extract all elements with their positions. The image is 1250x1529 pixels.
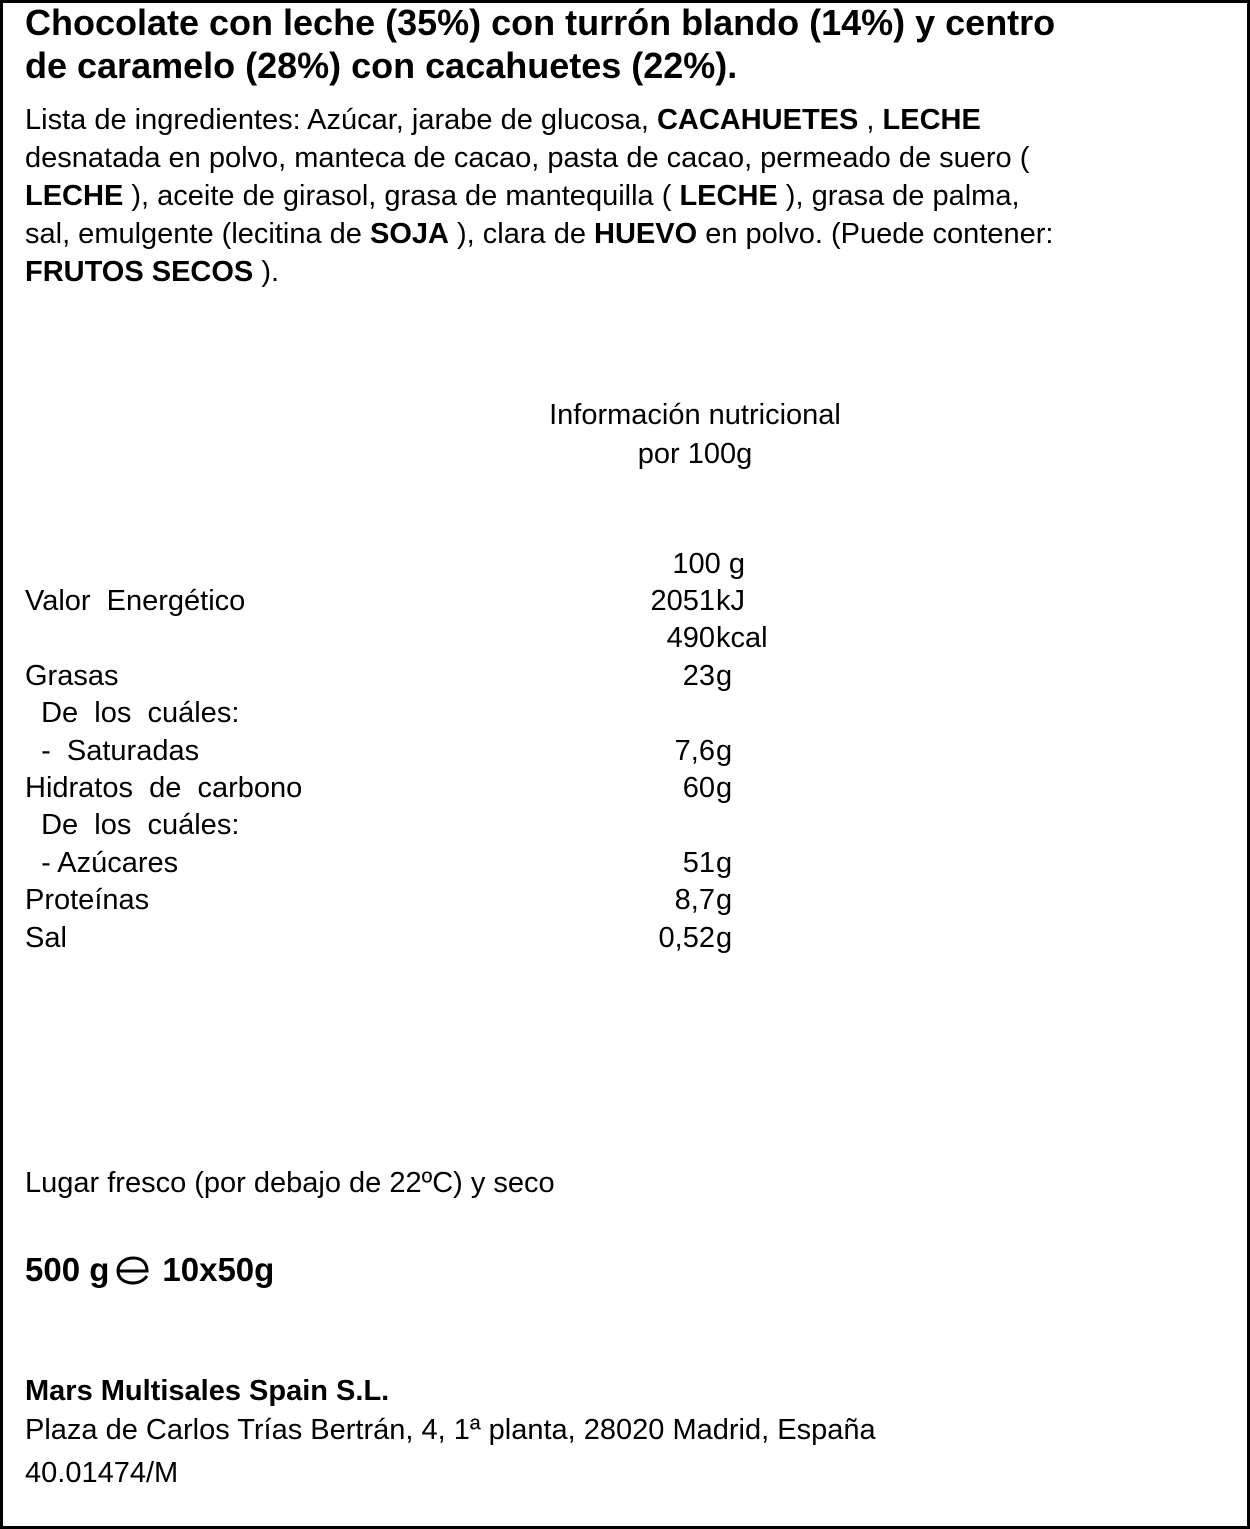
nutrition-row-unit: g <box>716 922 733 954</box>
nutrition-row-label: Grasas <box>25 660 119 692</box>
nutrition-row-label: De los cuáles: <box>25 697 240 729</box>
nutrition-row-value: 2051 <box>650 585 715 617</box>
nutrition-row-value: 60 <box>682 772 715 804</box>
nutrition-subheading: por 100g <box>637 438 753 470</box>
ingredients-text: en polvo. (Puede contener: <box>697 218 1054 250</box>
nutrition-row-value: 0,52 <box>658 922 715 954</box>
allergen-milk: LECHE <box>679 180 778 212</box>
ingredients-text: desnatada en polvo, manteca de cacao, pasta de cacao, permeado de suero ( <box>25 142 1030 174</box>
nutrition-row-unit: kcal <box>716 622 768 654</box>
nutrition-row-label: Hidratos de carbono <box>25 772 303 804</box>
allergen-milk: LECHE <box>882 104 981 136</box>
nutrition-row-label: - Saturadas <box>25 735 200 767</box>
ingredients-text: ), grasa de palma, <box>777 180 1020 212</box>
allergen-egg: HUEVO <box>594 218 698 250</box>
nutrition-column-header: 100 g <box>672 548 745 580</box>
ingredients-text: ), aceite de girasol, grasa de mantequilla ( <box>123 180 680 212</box>
ingredients-line-5 <box>25 253 1240 291</box>
nutrition-row-unit: g <box>716 884 733 916</box>
nutrition-row-unit: g <box>716 847 733 879</box>
allergen-peanuts: CACAHUETES <box>656 104 859 136</box>
unit-count: 10x50g <box>162 1251 275 1288</box>
allergen-soy: SOJA <box>369 218 449 250</box>
net-quantity <box>25 1250 274 1290</box>
ingredients-line-1 <box>25 101 1240 139</box>
nutrition-row-unit: g <box>716 735 733 767</box>
allergen-nuts: FRUTOS SECOS <box>25 256 254 288</box>
net-weight: 500 g <box>25 1251 110 1288</box>
product-title-line-2: de caramelo (28%) con cacahuetes (22%). <box>25 45 738 86</box>
ingredients-line-3 <box>25 177 1240 215</box>
nutrition-row-value: 490 <box>666 622 715 654</box>
ingredients-list <box>25 101 1240 291</box>
ingredients-line-4 <box>25 215 1240 253</box>
nutrition-row-label: - Azúcares <box>25 847 179 879</box>
ingredients-text: Lista de ingredientes: Azúcar, jarabe de glucosa, <box>25 104 657 136</box>
company-address: Plaza de Carlos Trías Bertrán, 4, 1ª planta, 28020 Madrid, España <box>25 1414 876 1446</box>
registration-code: 40.01474/M <box>25 1457 179 1489</box>
product-title <box>25 1 1240 87</box>
nutrition-row-value: 23 <box>682 660 715 692</box>
nutrition-row-unit: kJ <box>716 585 745 617</box>
nutrition-heading: Información nutricional <box>549 399 841 431</box>
ingredients-text: ), clara de <box>448 218 595 250</box>
ingredients-text: , <box>858 104 883 136</box>
ingredients-text: ). <box>253 256 280 288</box>
storage-instructions: Lugar fresco (por debajo de 22ºC) y seco <box>25 1167 555 1199</box>
nutrition-row-label: De los cuáles: <box>25 809 240 841</box>
nutrition-row-label: Sal <box>25 922 67 954</box>
estimated-e-mark-icon <box>113 1254 153 1286</box>
nutrition-row-unit: g <box>716 660 733 692</box>
company-name: Mars Multisales Spain S.L. <box>25 1375 390 1407</box>
ingredients-text: sal, emulgente (lecitina de <box>25 218 370 250</box>
allergen-milk: LECHE <box>25 180 124 212</box>
product-title-line-1: Chocolate con leche (35%) con turrón blando (14%) y centro <box>25 2 1056 43</box>
nutrition-row-unit: g <box>716 772 733 804</box>
nutrition-row-value: 51 <box>682 847 715 879</box>
nutrition-row-value: 8,7 <box>674 884 715 916</box>
nutrition-row-label: Valor Energético <box>25 585 246 617</box>
nutrition-row-value: 7,6 <box>674 735 715 767</box>
nutrition-row-label: Proteínas <box>25 884 150 916</box>
ingredients-line-2 <box>25 139 1240 177</box>
